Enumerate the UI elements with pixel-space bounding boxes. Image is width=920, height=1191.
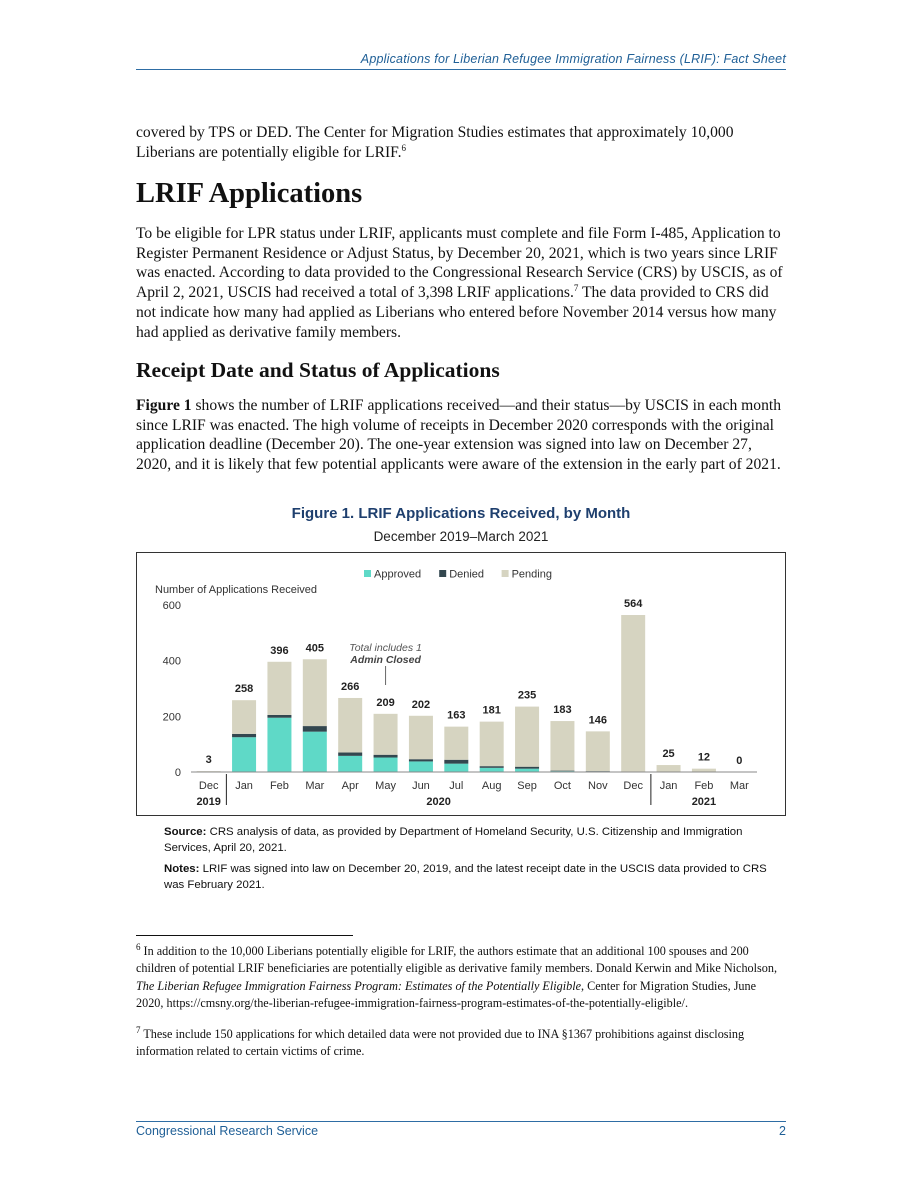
figure-notes (164, 861, 784, 893)
bar-denied (480, 766, 504, 768)
bar-pending (621, 615, 645, 771)
bar-total-label: 209 (376, 696, 395, 709)
chart-container (136, 552, 786, 816)
bar-pending (515, 707, 539, 767)
footnote-6-tail: , Center for Migration Studies, June 2020, https://cmsny.org/the-liberian-refugee-immigration-fairness-program-estimates-of-the-potentially-eligible/. (136, 978, 757, 1010)
receipt-paragraph (136, 396, 786, 475)
legend-label-denied: Denied (449, 568, 485, 581)
bar-total-label: 396 (270, 644, 289, 657)
x-tick-label: May (375, 780, 396, 792)
x-tick-label: Aug (481, 780, 502, 792)
bar-pending (657, 765, 681, 772)
notes-label: Notes: (164, 863, 200, 875)
x-tick-label: Jan (659, 780, 678, 792)
footer-rule (136, 1121, 786, 1122)
bar-total-label: 266 (341, 680, 360, 693)
bar-total-label: 25 (662, 748, 675, 761)
bar-denied (444, 760, 468, 764)
footnote-6 (136, 943, 786, 1012)
figure-subtitle: December 2019–March 2021 (373, 529, 549, 544)
x-tick-label: Sep (517, 780, 537, 792)
footer-org: Congressional Research Service (136, 1124, 319, 1138)
legend-swatch-pending (502, 570, 509, 577)
annotation-text: Total includes 1 (349, 642, 422, 654)
intro-paragraph (136, 123, 786, 162)
bar-total-label: 12 (697, 751, 711, 764)
bar-approved (515, 769, 539, 772)
x-tick-label: Feb (269, 780, 289, 792)
footnote-7-number: 7 (136, 1024, 141, 1035)
y-tick-label: 400 (162, 655, 181, 668)
y-tick-label: 200 (162, 711, 181, 724)
year-label: 2021 (691, 796, 717, 808)
year-label: 2020 (426, 796, 451, 808)
source-label: Source: (164, 826, 207, 838)
bar-pending (480, 722, 504, 767)
footnote-7-text: These include 150 applications for which detailed data were not provided due to INA §1367 prohibitions against disclosing information related to certain victims of crime. (136, 1027, 745, 1059)
x-tick-label: Dec (198, 780, 219, 792)
subsection-heading: Receipt Date and Status of Applications (136, 358, 500, 382)
legend-label-approved: Approved (374, 568, 422, 581)
page-number: 2 (779, 1124, 786, 1138)
bar-approved (232, 737, 256, 772)
x-tick-label: Feb (694, 780, 714, 792)
x-tick-label: Nov (588, 780, 608, 792)
bar-total-label: 405 (305, 642, 324, 655)
bar-total-label: 564 (624, 598, 643, 611)
figure-link[interactable]: Figure 1 (136, 397, 192, 414)
bar-total-label: 183 (553, 704, 572, 717)
x-tick-label: Jan (235, 780, 253, 792)
x-tick-label: Mar (305, 780, 325, 792)
x-tick-label: Apr (341, 780, 359, 792)
bar-total-label: 235 (517, 689, 537, 702)
bar-pending (232, 700, 256, 734)
bar-total-label: 146 (588, 714, 607, 727)
legend-swatch-approved (364, 570, 371, 577)
bar-denied (232, 734, 256, 737)
bar-denied (267, 715, 291, 718)
bar-approved (444, 764, 468, 772)
figure-title: Figure 1. LRIF Applications Received, by Month (291, 505, 631, 522)
bar-pending (550, 721, 574, 771)
bar-pending (409, 716, 433, 759)
bar-denied (515, 767, 539, 769)
footnote-6-number: 6 (136, 941, 141, 952)
legend-swatch-denied (439, 570, 446, 577)
bar-total-label: 258 (234, 683, 254, 696)
bar-approved (480, 768, 504, 772)
bar-pending (444, 727, 468, 760)
bar-denied (409, 759, 433, 761)
legend-label-pending: Pending (511, 568, 552, 581)
header-rule (136, 69, 786, 70)
bar-total-label: 202 (411, 698, 431, 711)
bar-approved (267, 718, 291, 772)
footnote-6-text: In addition to the 10,000 Liberians potentially eligible for LRIF, the authors estimate that an additional 100 spouses and 200 children of potential LRIF beneficiaries are potentially eligible as derivative family members. Donald Kerwin and Mike Nicholson, (136, 944, 778, 976)
bar-approved (409, 761, 433, 772)
x-tick-label: Jun (412, 780, 430, 792)
annotation-text-bold: Admin Closed (350, 654, 421, 666)
section-heading: LRIF Applications (136, 178, 363, 209)
bar-approved (338, 756, 362, 772)
y-tick-label: 0 (174, 767, 181, 779)
running-header: Applications for Liberian Refugee Immigration Fairness (LRIF): Fact Sheet (360, 52, 786, 66)
bar-denied (374, 755, 398, 758)
bar-total-label: 181 (482, 704, 501, 717)
y-axis-label: Number of Applications Received (155, 584, 318, 596)
x-tick-label: Mar (729, 780, 749, 792)
bar-pending (374, 714, 398, 755)
bar-approved (374, 758, 398, 772)
bar-total-label: 3 (205, 754, 212, 767)
footnote-rule (136, 935, 353, 936)
x-tick-label: Dec (623, 780, 643, 792)
bar-pending (267, 662, 291, 715)
applications-paragraph (136, 224, 786, 342)
receipt-text: shows the number of LRIF applications received—and their status—by USCIS in each month since LRIF was enacted. The high volume of receipts in December 2020 corresponds with the original application deadline (December 20). The one-year extension was signed into law on December 27, 2020, and it is likely that few potential applicants were aware of the extension in the early part of 2021. (136, 397, 782, 474)
notes-text: LRIF was signed into law on December 20, 2019, and the latest receipt date in the USCIS data provided to CRS was February 2021. (164, 863, 767, 891)
year-label: 2019 (196, 796, 221, 808)
source-text: CRS analysis of data, as provided by Department of Homeland Security, U.S. Citizenship and Immigration Services, April 20, 2021. (164, 826, 743, 854)
bar-pending (303, 659, 327, 726)
footnote-ref-6[interactable]: 6 (401, 142, 406, 153)
bar-chart (137, 553, 785, 815)
bar-denied (338, 753, 362, 756)
footnote-ref-7[interactable]: 7 (573, 282, 579, 293)
figure-source (164, 824, 784, 856)
bar-pending (586, 731, 610, 771)
x-tick-label: Oct (553, 780, 571, 792)
bar-pending (338, 698, 362, 753)
bar-denied (550, 771, 574, 772)
intro-text: covered by TPS or DED. The Center for Migration Studies estimates that approximately 10,000 Liberians are potentially eligible for LRIF. (136, 124, 734, 161)
bar-total-label: 0 (736, 755, 743, 767)
footnote-7 (136, 1026, 786, 1061)
applications-text: To be eligible for LPR status under LRIF, applicants must complete and file Form I-485, Application to Register Permanent Residence or Adjust Status, by December 20, 2021, which is two years since LRIF was enacted. According to data provided to the Congressional Research Service (CRS) by USCIS, as of April 2, 2021, USCIS had received a total of 3,398 LRIF applications. (136, 225, 783, 302)
bar-total-label: 163 (447, 709, 466, 722)
y-tick-label: 600 (162, 600, 181, 612)
bar-pending (692, 769, 716, 772)
footnote-6-title: The Liberian Refugee Immigration Fairness Program: Estimates of the Potentially Eligible (136, 978, 582, 993)
bar-denied (303, 726, 327, 732)
x-tick-label: Jul (449, 780, 464, 792)
applications-text-tail: The data provided to CRS did not indicate how many had applied as Liberians who entered before November 2014 versus how many had applied as derivative family members. (136, 284, 777, 341)
bar-approved (303, 732, 327, 772)
